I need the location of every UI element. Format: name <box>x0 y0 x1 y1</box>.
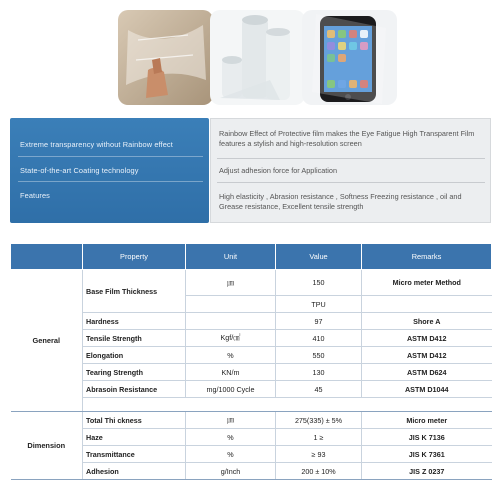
hand-stretching-film-photo <box>118 10 213 105</box>
unit-cell: Kgf/㎠ <box>186 330 276 347</box>
group-general: General <box>11 270 83 412</box>
table-row <box>11 429 492 446</box>
remarks-cell: ASTM D412 <box>362 347 492 364</box>
value-cell: 150 <box>276 270 362 296</box>
group-dimension: Dimension <box>11 412 83 480</box>
unit-cell: ㎛ <box>186 412 276 429</box>
unit-cell <box>186 296 276 313</box>
features-panel <box>10 118 209 223</box>
table-row <box>11 446 492 463</box>
unit-cell <box>186 313 276 330</box>
property-cell: Hardness <box>83 313 186 330</box>
value-cell: 130 <box>276 364 362 381</box>
remarks-cell: Shore A <box>362 313 492 330</box>
table-spacer-row <box>11 398 492 412</box>
property-cell: Abrasoin Resistance <box>83 381 186 398</box>
property-cell: Total Thi ckness <box>83 412 186 429</box>
remarks-cell: Micro meter <box>362 412 492 429</box>
property-cell: Tearing Strength <box>83 364 186 381</box>
unit-cell: mg/1000 Cycle <box>186 381 276 398</box>
property-cell: Haze <box>83 429 186 446</box>
empty-cell <box>83 398 186 412</box>
feature-description: High elasticity , Abrasion resistance , Softness Freezing resistance , oil and Grease resistance, Excellent tensile strength <box>219 192 462 211</box>
unit-cell: KN/m <box>186 364 276 381</box>
header-value: Value <box>276 244 362 270</box>
remarks-cell: ASTM D624 <box>362 364 492 381</box>
property-cell: Adhesion <box>83 463 186 480</box>
table-row <box>11 330 492 347</box>
feature-description: Adjust adhesion force for Application <box>219 166 338 175</box>
remarks-cell: JIS K 7136 <box>362 429 492 446</box>
feature-description: Rainbow Effect of Protective film makes the Eye Fatigue High Transparent Film features a stylish and high-resolution screen <box>219 129 475 148</box>
unit-cell: g/Inch <box>186 463 276 480</box>
empty-cell <box>362 398 492 412</box>
divider <box>18 181 203 182</box>
property-cell: Base Film Thickness <box>83 270 186 313</box>
remarks-cell: JIS K 7361 <box>362 446 492 463</box>
table-row <box>11 463 492 480</box>
remarks-cell: ASTM D412 <box>362 330 492 347</box>
table-row <box>11 313 492 330</box>
remarks-cell: ASTM D1044 <box>362 381 492 398</box>
header-group <box>11 244 83 270</box>
feature-item: State-of-the-art Coating technology <box>20 166 139 175</box>
film-rolls-photo <box>210 10 305 105</box>
table-row <box>11 347 492 364</box>
value-cell: ≥ 93 <box>276 446 362 463</box>
value-cell: 200 ± 10% <box>276 463 362 480</box>
value-cell: 45 <box>276 381 362 398</box>
header-property: Property <box>83 244 186 270</box>
value-cell: TPU <box>276 296 362 313</box>
feature-item: Features <box>20 191 50 200</box>
divider <box>217 182 485 183</box>
phone-with-protective-film-photo <box>302 10 397 105</box>
property-cell: Tensile Strength <box>83 330 186 347</box>
divider <box>217 158 485 159</box>
table-row <box>11 364 492 381</box>
value-cell: 550 <box>276 347 362 364</box>
table-row <box>11 270 492 296</box>
property-cell: Transmittance <box>83 446 186 463</box>
empty-cell <box>186 398 276 412</box>
unit-cell: % <box>186 429 276 446</box>
remarks-cell: JIS Z 0237 <box>362 463 492 480</box>
remarks-cell <box>362 296 492 313</box>
table-header-row <box>11 244 492 270</box>
divider <box>18 156 203 157</box>
header-unit: Unit <box>186 244 276 270</box>
value-cell: 275(335) ± 5% <box>276 412 362 429</box>
specification-table <box>10 243 491 480</box>
value-cell: 410 <box>276 330 362 347</box>
value-cell: 1 ≥ <box>276 429 362 446</box>
feature-item: Extreme transparency without Rainbow effect <box>20 140 173 149</box>
unit-cell: % <box>186 347 276 364</box>
remarks-cell: Micro meter Method <box>362 270 492 296</box>
property-cell: Elongation <box>83 347 186 364</box>
table-row <box>11 381 492 398</box>
header-remarks: Remarks <box>362 244 492 270</box>
table-row <box>11 412 492 429</box>
unit-cell: % <box>186 446 276 463</box>
feature-descriptions-panel <box>210 118 491 223</box>
value-cell: 97 <box>276 313 362 330</box>
unit-cell: ㎛ <box>186 270 276 296</box>
empty-cell <box>276 398 362 412</box>
